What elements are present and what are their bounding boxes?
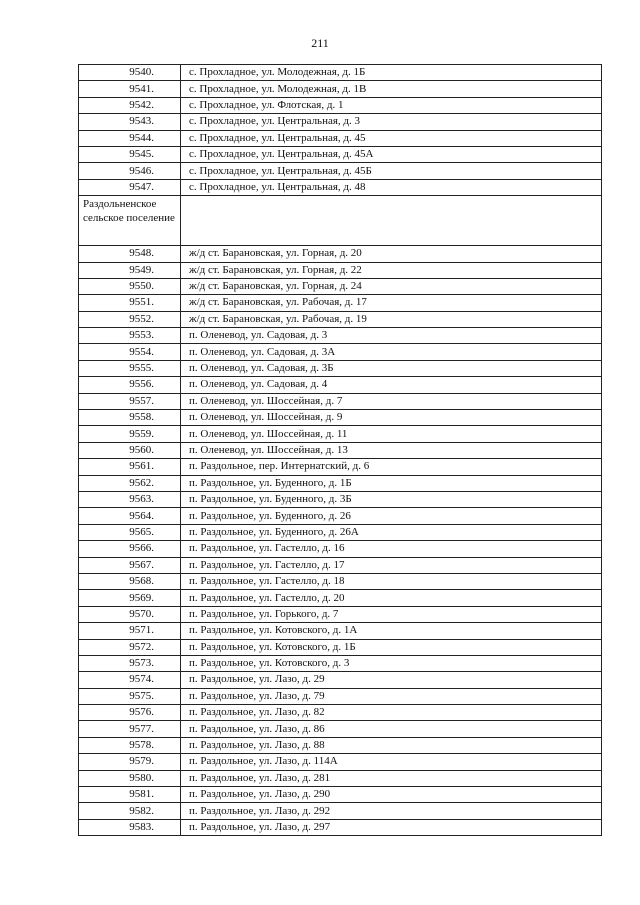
table-row <box>79 803 602 819</box>
row-number: 9551. <box>79 295 181 311</box>
table-row <box>79 360 602 376</box>
row-address: п. Раздольное, ул. Буденного, д. 26 <box>181 508 602 524</box>
row-address: п. Оленевод, ул. Садовая, д. 3А <box>181 344 602 360</box>
row-number: 9572. <box>79 639 181 655</box>
row-address: п. Раздольное, ул. Котовского, д. 1Б <box>181 639 602 655</box>
row-number: 9580. <box>79 770 181 786</box>
row-address: п. Раздольное, ул. Лазо, д. 88 <box>181 737 602 753</box>
row-number: 9556. <box>79 377 181 393</box>
row-address: п. Оленевод, ул. Садовая, д. 4 <box>181 377 602 393</box>
table-row <box>79 278 602 294</box>
row-address: с. Прохладное, ул. Центральная, д. 45Б <box>181 163 602 179</box>
row-address: с. Прохладное, ул. Центральная, д. 45 <box>181 130 602 146</box>
row-address: п. Раздольное, ул. Лазо, д. 79 <box>181 688 602 704</box>
row-number: 9561. <box>79 459 181 475</box>
table-row <box>79 541 602 557</box>
table-row <box>79 573 602 589</box>
row-address: п. Раздольное, ул. Лазо, д. 114А <box>181 754 602 770</box>
section-empty-cell <box>181 196 602 246</box>
table-row <box>79 737 602 753</box>
row-address: с. Прохладное, ул. Центральная, д. 48 <box>181 179 602 195</box>
row-number: 9541. <box>79 81 181 97</box>
row-address: п. Раздольное, ул. Гастелло, д. 18 <box>181 573 602 589</box>
table-row <box>79 688 602 704</box>
row-number: 9564. <box>79 508 181 524</box>
row-number: 9548. <box>79 246 181 262</box>
row-address: п. Раздольное, ул. Котовского, д. 1А <box>181 623 602 639</box>
row-address: п. Раздольное, ул. Лазо, д. 297 <box>181 819 602 835</box>
table-row <box>79 410 602 426</box>
table-row <box>79 819 602 835</box>
row-number: 9546. <box>79 163 181 179</box>
table-row <box>79 475 602 491</box>
row-number: 9547. <box>79 179 181 195</box>
row-address: п. Оленевод, ул. Садовая, д. 3Б <box>181 360 602 376</box>
row-address: п. Раздольное, ул. Гастелло, д. 16 <box>181 541 602 557</box>
row-number: 9555. <box>79 360 181 376</box>
row-number: 9543. <box>79 114 181 130</box>
table-row <box>79 557 602 573</box>
table-row <box>79 672 602 688</box>
row-address: с. Прохладное, ул. Молодежная, д. 1В <box>181 81 602 97</box>
row-number: 9553. <box>79 328 181 344</box>
row-number: 9540. <box>79 65 181 81</box>
row-number: 9579. <box>79 754 181 770</box>
row-number: 9581. <box>79 787 181 803</box>
row-number: 9544. <box>79 130 181 146</box>
table-row <box>79 130 602 146</box>
row-number: 9558. <box>79 410 181 426</box>
row-number: 9542. <box>79 97 181 113</box>
table-row <box>79 179 602 195</box>
table-row <box>79 754 602 770</box>
row-address: п. Раздольное, ул. Лазо, д. 281 <box>181 770 602 786</box>
table-row <box>79 65 602 81</box>
row-address: п. Оленевод, ул. Садовая, д. 3 <box>181 328 602 344</box>
row-address: ж/д ст. Барановская, ул. Горная, д. 20 <box>181 246 602 262</box>
row-number: 9583. <box>79 819 181 835</box>
row-address: п. Раздольное, ул. Буденного, д. 3Б <box>181 491 602 507</box>
row-address: ж/д ст. Барановская, ул. Рабочая, д. 17 <box>181 295 602 311</box>
page-number: 211 <box>311 36 329 50</box>
table-row <box>79 328 602 344</box>
row-number: 9573. <box>79 655 181 671</box>
row-number: 9562. <box>79 475 181 491</box>
row-number: 9559. <box>79 426 181 442</box>
row-number: 9578. <box>79 737 181 753</box>
table-row <box>79 246 602 262</box>
row-number: 9566. <box>79 541 181 557</box>
row-number: 9571. <box>79 623 181 639</box>
row-address: п. Раздольное, ул. Лазо, д. 29 <box>181 672 602 688</box>
row-number: 9554. <box>79 344 181 360</box>
row-address: п. Раздольное, ул. Лазо, д. 82 <box>181 705 602 721</box>
row-number: 9569. <box>79 590 181 606</box>
row-number: 9549. <box>79 262 181 278</box>
row-address: п. Оленевод, ул. Шоссейная, д. 11 <box>181 426 602 442</box>
row-number: 9565. <box>79 524 181 540</box>
table-row <box>79 590 602 606</box>
table-row <box>79 787 602 803</box>
section-row <box>79 196 602 246</box>
row-address: п. Оленевод, ул. Шоссейная, д. 9 <box>181 410 602 426</box>
row-number: 9577. <box>79 721 181 737</box>
row-address: п. Оленевод, ул. Шоссейная, д. 13 <box>181 442 602 458</box>
table-row <box>79 311 602 327</box>
address-table <box>78 64 602 836</box>
row-address: п. Раздольное, ул. Гастелло, д. 20 <box>181 590 602 606</box>
table-body-before <box>79 65 602 196</box>
row-address: п. Раздольное, пер. Интернатский, д. 6 <box>181 459 602 475</box>
row-address: п. Раздольное, ул. Лазо, д. 86 <box>181 721 602 737</box>
table-row <box>79 442 602 458</box>
row-address: с. Прохладное, ул. Молодежная, д. 1Б <box>181 65 602 81</box>
row-number: 9582. <box>79 803 181 819</box>
table-row <box>79 114 602 130</box>
table-row <box>79 97 602 113</box>
row-number: 9552. <box>79 311 181 327</box>
table-row <box>79 146 602 162</box>
row-address: ж/д ст. Барановская, ул. Горная, д. 22 <box>181 262 602 278</box>
table-row <box>79 426 602 442</box>
table-row <box>79 770 602 786</box>
row-address: ж/д ст. Барановская, ул. Горная, д. 24 <box>181 278 602 294</box>
table-row <box>79 705 602 721</box>
row-number: 9545. <box>79 146 181 162</box>
table-row <box>79 508 602 524</box>
table-row <box>79 655 602 671</box>
table-row <box>79 344 602 360</box>
row-address: п. Раздольное, ул. Буденного, д. 1Б <box>181 475 602 491</box>
row-address: ж/д ст. Барановская, ул. Рабочая, д. 19 <box>181 311 602 327</box>
table-row <box>79 606 602 622</box>
row-number: 9563. <box>79 491 181 507</box>
row-address: п. Раздольное, ул. Горького, д. 7 <box>181 606 602 622</box>
table-row <box>79 459 602 475</box>
table-body-after <box>79 246 602 836</box>
row-number: 9575. <box>79 688 181 704</box>
row-address: п. Раздольное, ул. Лазо, д. 292 <box>181 803 602 819</box>
row-number: 9574. <box>79 672 181 688</box>
table-row <box>79 639 602 655</box>
table-row <box>79 377 602 393</box>
row-address: с. Прохладное, ул. Флотская, д. 1 <box>181 97 602 113</box>
row-address: п. Раздольное, ул. Буденного, д. 26А <box>181 524 602 540</box>
table-row <box>79 491 602 507</box>
row-number: 9567. <box>79 557 181 573</box>
table-row <box>79 524 602 540</box>
row-number: 9560. <box>79 442 181 458</box>
row-address: с. Прохладное, ул. Центральная, д. 3 <box>181 114 602 130</box>
table-row <box>79 721 602 737</box>
row-number: 9570. <box>79 606 181 622</box>
row-number: 9568. <box>79 573 181 589</box>
table-section <box>79 196 602 246</box>
row-number: 9557. <box>79 393 181 409</box>
table-row <box>79 262 602 278</box>
table-row <box>79 81 602 97</box>
section-name: Раздольненское сельское поселение <box>79 196 181 246</box>
row-address: п. Раздольное, ул. Котовского, д. 3 <box>181 655 602 671</box>
row-address: п. Раздольное, ул. Лазо, д. 290 <box>181 787 602 803</box>
table-row <box>79 623 602 639</box>
row-address: п. Раздольное, ул. Гастелло, д. 17 <box>181 557 602 573</box>
row-address: с. Прохладное, ул. Центральная, д. 45А <box>181 146 602 162</box>
table-row <box>79 295 602 311</box>
table-row <box>79 393 602 409</box>
table-row <box>79 163 602 179</box>
row-number: 9550. <box>79 278 181 294</box>
row-number: 9576. <box>79 705 181 721</box>
row-address: п. Оленевод, ул. Шоссейная, д. 7 <box>181 393 602 409</box>
